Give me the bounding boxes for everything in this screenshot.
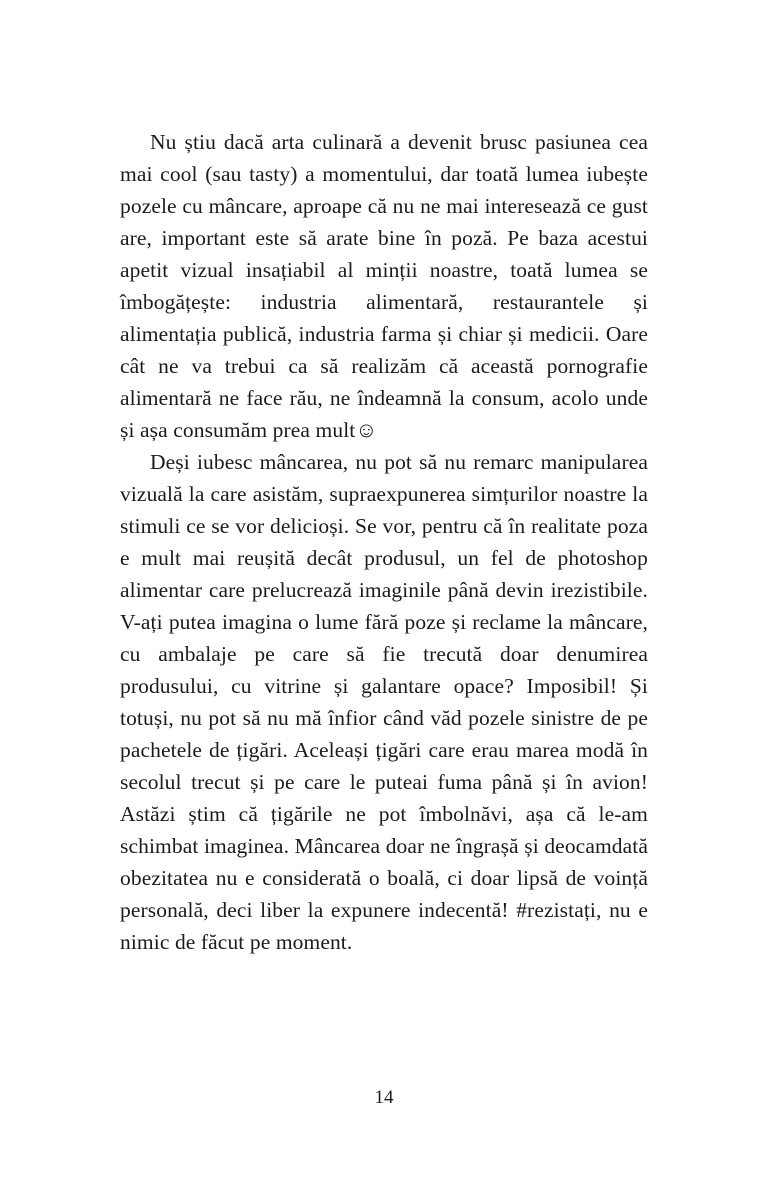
- body-text: [120, 126, 648, 958]
- page-footer: [120, 1086, 648, 1110]
- paragraph-1: Nu știu dacă arta culinară a devenit brusc pasiunea cea mai cool (sau tasty) a momentului, dar toată lumea iubește pozele cu mâncare, aproape că nu ne mai interesează ce gust are, important este să arate bine în poză. Pe baza acestui apetit vizual insațiabil al minții noastre, toată lumea se îmbogățește: industria alimentară, restaurantele și alimentația publică, industria farma și chiar și medicii. Oare cât ne va trebui ca să realizăm că această pornografie alimentară ne face rău, ne îndeamnă la consum, acolo unde și așa consumăm prea mult☺: [120, 130, 648, 442]
- paragraph-2: Deși iubesc mâncarea, nu pot să nu remarc manipularea vizuală la care asistăm, supraexpunerea simțurilor noastre la stimuli ce se vor delicioși. Se vor, pentru că în realitate poza e mult mai reușită decât produsul, un fel de photoshop alimentar care prelucrează imaginile până devin irezistibile. V-ați putea imagina o lume fără poze și reclame la mâncare, cu ambalaje pe care să fie trecută doar denumirea produsului, cu vitrine și galantare opace? Imposibil! Și totuși, nu pot să nu mă înfior când văd pozele sinistre de pe pachetele de țigări. Aceleași țigări care erau marea modă în secolul trecut și pe care le puteai fuma până și în avion! Astăzi știm că țigările ne pot îmbolnăvi, așa că le-am schimbat imaginea. Mâncarea doar ne îngrașă și deocamdată obezitatea nu e considerată o boală, ci doar lipsă de voință personală, deci liber la expunere indecentă! #rezistați, nu e nimic de făcut pe moment.: [120, 450, 648, 954]
- page-number: 14: [374, 1087, 394, 1108]
